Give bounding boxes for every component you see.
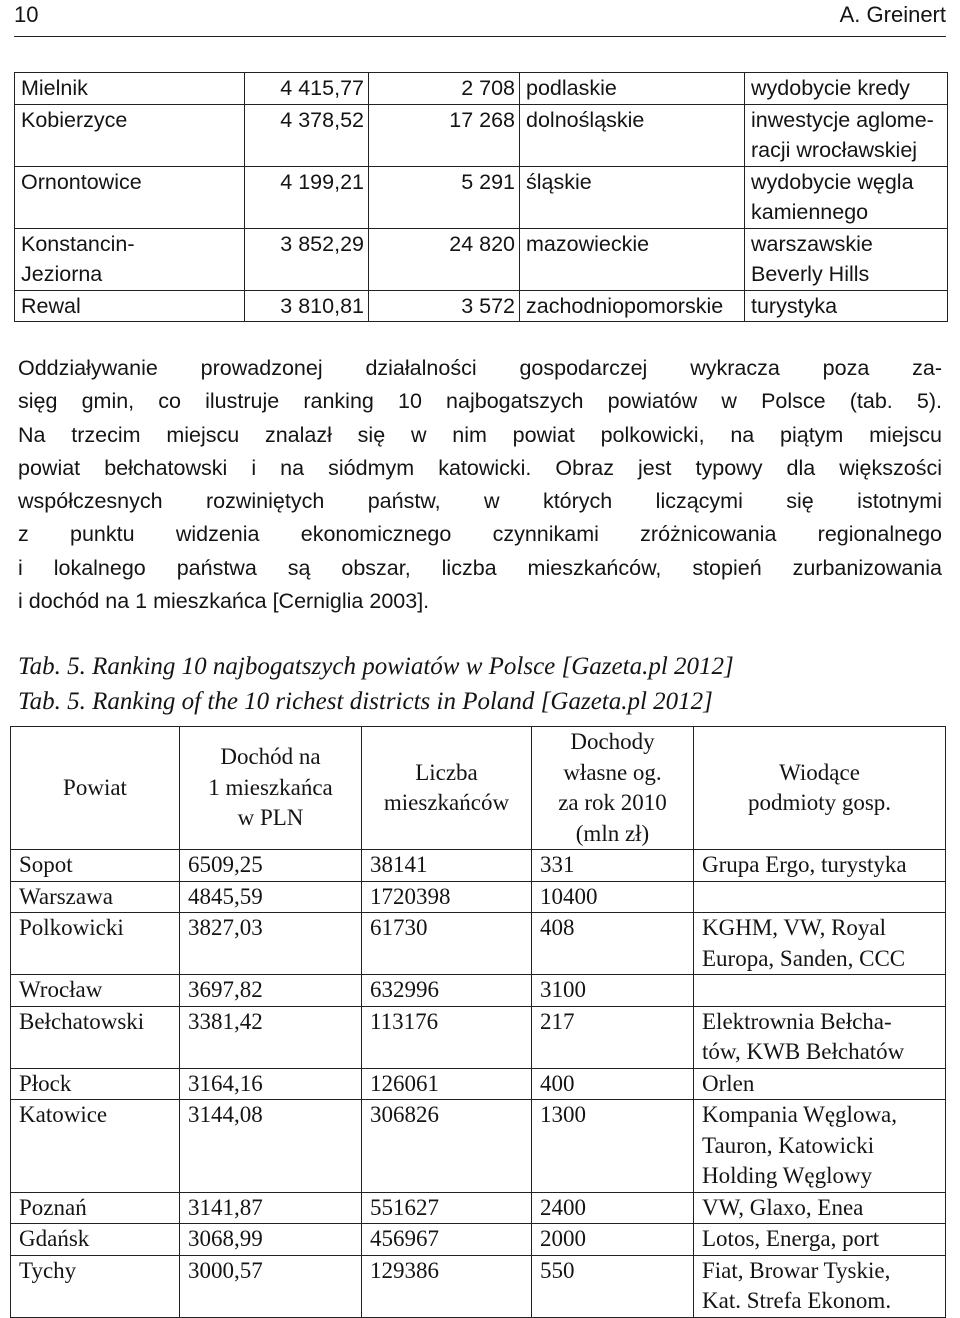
population-cell: 1720398 <box>362 881 532 913</box>
table-row <box>15 228 948 290</box>
header-powiat: Powiat <box>11 727 180 850</box>
own-income-cell: 2400 <box>532 1192 694 1224</box>
income-cell: 3 852,29 <box>245 228 369 290</box>
page-header <box>14 0 946 37</box>
income-cell: 3164,16 <box>180 1068 362 1100</box>
table-row <box>15 104 948 166</box>
income-cell: 4 415,77 <box>245 73 369 105</box>
own-income-cell: 10400 <box>532 881 694 913</box>
population-cell: 5 291 <box>369 166 520 228</box>
entities-cell: Orlen <box>694 1068 946 1100</box>
own-income-cell: 3100 <box>532 975 694 1007</box>
header-population: Liczba mieszkańców <box>362 727 532 850</box>
district-cell: Wrocław <box>11 975 180 1007</box>
commune-name-cell: Mielnik <box>15 73 245 105</box>
own-income-cell: 408 <box>532 913 694 975</box>
table-row <box>11 1100 946 1193</box>
running-head-author: A. Greinert <box>839 2 946 27</box>
entities-cell: Grupa Ergo, turystyka <box>694 850 946 882</box>
paragraph-line: Oddziaływanie prowadzonej działalności gospodarczej wykracza poza za- <box>18 356 942 380</box>
table-row <box>11 1192 946 1224</box>
reason-cell: inwestycje aglome- racji wrocławskiej <box>745 104 948 166</box>
population-cell: 632996 <box>362 975 532 1007</box>
district-cell: Warszawa <box>11 881 180 913</box>
district-cell: Gdańsk <box>11 1224 180 1256</box>
table-caption-en: Tab. 5. Ranking of the 10 richest districts in Poland [Gazeta.pl 2012] <box>18 688 713 715</box>
reason-cell: warszawskie Beverly Hills <box>745 228 948 290</box>
income-cell: 4 378,52 <box>245 104 369 166</box>
population-cell: 551627 <box>362 1192 532 1224</box>
entities-cell: KGHM, VW, Royal Europa, Sanden, CCC <box>694 913 946 975</box>
paragraph-line: i dochód na 1 mieszkańca [Cerniglia 2003]. <box>18 589 430 614</box>
income-cell: 4845,59 <box>180 881 362 913</box>
region-cell: mazowieckie <box>520 228 745 290</box>
own-income-cell: 2000 <box>532 1224 694 1256</box>
own-income-cell: 1300 <box>532 1100 694 1193</box>
table-row <box>11 1255 946 1317</box>
commune-name-cell: Ornontowice <box>15 166 245 228</box>
table-row <box>11 850 946 882</box>
district-cell: Sopot <box>11 850 180 882</box>
table-row <box>11 1224 946 1256</box>
table-row <box>15 290 948 322</box>
header-entities: Wiodące podmioty gosp. <box>694 727 946 850</box>
income-cell: 6509,25 <box>180 850 362 882</box>
population-cell: 61730 <box>362 913 532 975</box>
reason-cell: turystyka <box>745 290 948 322</box>
region-cell: zachodniopomorskie <box>520 290 745 322</box>
region-cell: dolnośląskie <box>520 104 745 166</box>
table-row <box>11 913 946 975</box>
income-cell: 4 199,21 <box>245 166 369 228</box>
own-income-cell: 331 <box>532 850 694 882</box>
table-row <box>11 1006 946 1068</box>
population-cell: 17 268 <box>369 104 520 166</box>
paragraph-line: powiat bełchatowski i na siódmym katowicki. Obraz jest typowy dla większości <box>18 455 942 480</box>
income-cell: 3381,42 <box>180 1006 362 1068</box>
reason-cell: wydobycie kredy <box>745 73 948 105</box>
district-cell: Katowice <box>11 1100 180 1193</box>
reason-cell: wydobycie węgla kamiennego <box>745 166 948 228</box>
table-row <box>15 73 948 105</box>
income-cell: 3068,99 <box>180 1224 362 1256</box>
income-cell: 3697,82 <box>180 975 362 1007</box>
body-paragraph <box>18 352 942 618</box>
header-own-income: Dochody własne og. za rok 2010 (mln zł) <box>532 727 694 850</box>
table-row <box>11 1068 946 1100</box>
entities-cell: VW, Glaxo, Enea <box>694 1192 946 1224</box>
income-cell: 3827,03 <box>180 913 362 975</box>
table-row <box>15 166 948 228</box>
population-cell: 3 572 <box>369 290 520 322</box>
commune-name-cell: Konstancin- Jeziorna <box>15 228 245 290</box>
population-cell: 38141 <box>362 850 532 882</box>
paragraph-line: z punktu widzenia ekonomicznego czynnikami zróżnicowania regionalnego <box>18 522 942 547</box>
own-income-cell: 400 <box>532 1068 694 1100</box>
income-cell: 3144,08 <box>180 1100 362 1193</box>
districts-ranking-table <box>10 726 946 1318</box>
population-cell: 306826 <box>362 1100 532 1193</box>
paragraph-line: i lokalnego państwa są obszar, liczba mieszkańców, stopień zurbanizowania <box>18 555 942 580</box>
district-cell: Tychy <box>11 1255 180 1317</box>
population-cell: 2 708 <box>369 73 520 105</box>
population-cell: 129386 <box>362 1255 532 1317</box>
own-income-cell: 217 <box>532 1006 694 1068</box>
own-income-cell: 550 <box>532 1255 694 1317</box>
district-cell: Polkowicki <box>11 913 180 975</box>
table-row <box>11 881 946 913</box>
district-cell: Płock <box>11 1068 180 1100</box>
table-caption-pl: Tab. 5. Ranking 10 najbogatszych powiatów w Polsce [Gazeta.pl 2012] <box>18 653 734 680</box>
table-row <box>11 975 946 1007</box>
region-cell: śląskie <box>520 166 745 228</box>
income-cell: 3141,87 <box>180 1192 362 1224</box>
paragraph-line: sięg gmin, co ilustruje ranking 10 najbogatszych powiatów w Polsce (tab. 5). <box>18 389 942 414</box>
commune-name-cell: Kobierzyce <box>15 104 245 166</box>
income-cell: 3 810,81 <box>245 290 369 322</box>
population-cell: 24 820 <box>369 228 520 290</box>
paragraph-line: Na trzecim miejscu znalazł się w nim powiat polkowicki, na piątym miejscu <box>18 422 942 447</box>
region-cell: podlaskie <box>520 73 745 105</box>
paragraph-line: współczesnych rozwiniętych państw, w których liczącymi się istotnymi <box>18 489 942 514</box>
district-cell: Bełchatowski <box>11 1006 180 1068</box>
entities-cell: Kompania Węglowa, Tauron, Katowicki Holding Węglowy <box>694 1100 946 1193</box>
entities-cell <box>694 975 946 1007</box>
communes-table <box>14 72 948 322</box>
table-header-row <box>11 727 946 850</box>
entities-cell <box>694 881 946 913</box>
entities-cell: Elektrownia Bełcha- tów, KWB Bełchatów <box>694 1006 946 1068</box>
district-cell: Poznań <box>11 1192 180 1224</box>
page-number: 10 <box>14 2 39 27</box>
income-cell: 3000,57 <box>180 1255 362 1317</box>
entities-cell: Fiat, Browar Tyskie, Kat. Strefa Ekonom. <box>694 1255 946 1317</box>
population-cell: 456967 <box>362 1224 532 1256</box>
commune-name-cell: Rewal <box>15 290 245 322</box>
entities-cell: Lotos, Energa, port <box>694 1224 946 1256</box>
population-cell: 126061 <box>362 1068 532 1100</box>
population-cell: 113176 <box>362 1006 532 1068</box>
header-income: Dochód na 1 mieszkańca w PLN <box>180 727 362 850</box>
